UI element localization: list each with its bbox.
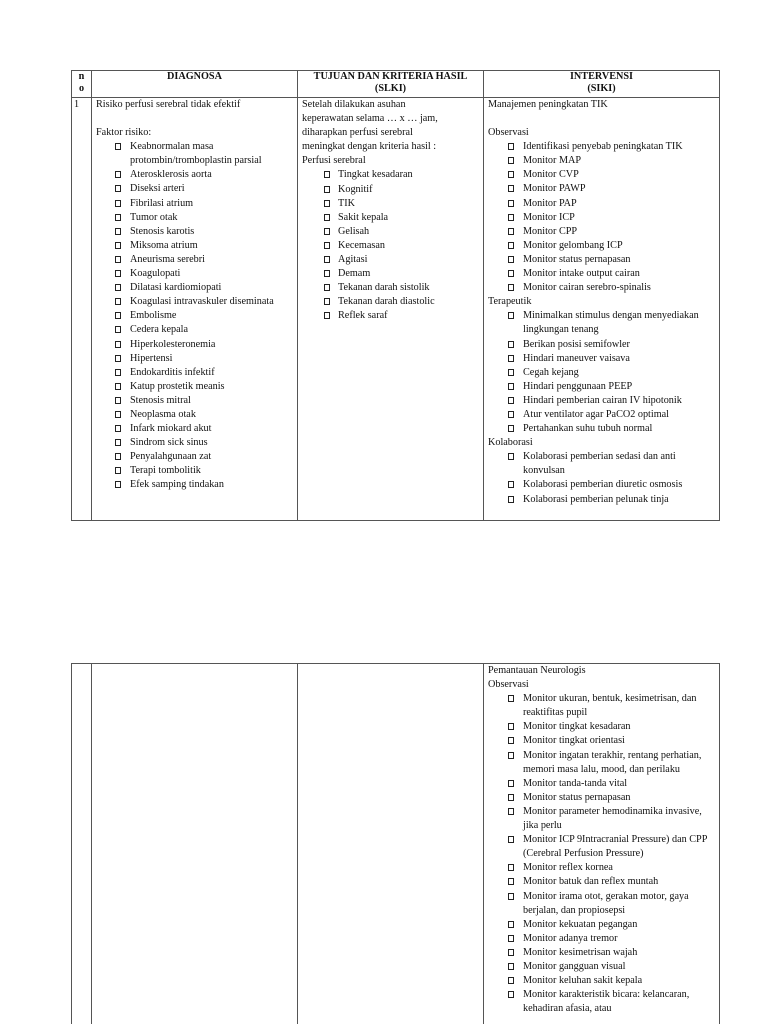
kriteria-hasil-item: Kecemasan [302,239,483,253]
observasi-item: Monitor kekuatan pegangan [488,918,719,932]
tujuan-cell-empty [298,664,484,1024]
observasi-list [488,140,719,295]
header-intervensi [484,71,720,98]
kolaborasi-item: Kolaborasi pemberian diuretic osmosis [488,478,719,492]
kriteria-hasil-item: Tingkat kesadaran [302,168,483,182]
faktor-risiko-item: Efek samping tindakan [96,478,297,492]
observasi-item: Monitor ICP [488,211,719,225]
observasi-item: Monitor kesimetrisan wajah [488,946,719,960]
observasi-item: Monitor ukuran, bentuk, kesimetrisan, dan reaktifitas pupil [488,692,719,720]
pemantauan-title: Pemantauan Neurologis [488,665,586,676]
observasi-item: Monitor tingkat orientasi [488,734,719,748]
faktor-risiko-item: Embolisme [96,309,297,323]
header-intervensi-line1: INTERVENSI [569,71,634,82]
terapeutik-label: Terapeutik [488,296,532,308]
kriteria-hasil-item: TIK [302,197,483,211]
terapeutik-item: Atur ventilator agar PaCO2 optimal [488,408,719,422]
faktor-risiko-item: Infark miokard akut [96,422,297,436]
row-number [72,98,92,521]
faktor-risiko-item: Aterosklerosis aorta [96,168,297,182]
kriteria-hasil-list [302,168,483,323]
faktor-risiko-list [96,140,297,492]
terapeutik-item: Berikan posisi semifowler [488,338,719,352]
observasi-label: Observasi [488,127,529,139]
care-plan-table [71,70,720,521]
observasi-item: Monitor karakteristik bicara: kelancaran, kehadiran afasia, atau [488,988,719,1016]
tujuan-cell [298,98,484,521]
observasi-label: Observasi [488,679,529,691]
header-tujuan-line2: (SLKI) [374,83,407,94]
table-header-row [72,71,720,98]
header-tujuan [298,71,484,98]
diagnosa-cell-empty [92,664,298,1024]
kriteria-hasil-item: Reflek saraf [302,309,483,323]
kriteria-hasil-item: Tekanan darah diastolic [302,295,483,309]
tujuan-intro-line: keperawatan selama … x … jam, [302,113,438,125]
kolaborasi-item: Kolaborasi pemberian pelunak tinja [488,493,719,507]
observasi-item: Monitor CPP [488,225,719,239]
observasi-list [488,692,719,1016]
terapeutik-item: Pertahankan suhu tubuh normal [488,422,719,436]
diagnosa-title: Risiko perfusi serebral tidak efektif [96,99,241,110]
tujuan-intro [302,98,483,154]
observasi-item: Monitor irama otot, gerakan motor, gaya berjalan, dan propiosepsi [488,890,719,918]
observasi-item: Monitor tingkat kesadaran [488,720,719,734]
observasi-item: Monitor status pernapasan [488,791,719,805]
kriteria-hasil-item: Demam [302,267,483,281]
kolaborasi-item: Kolaborasi pemberian sedasi dan anti konvulsan [488,450,719,478]
kolaborasi-label: Kolaborasi [488,437,533,449]
faktor-risiko-item: Miksoma atrium [96,239,297,253]
observasi-item: Monitor ingatan terakhir, rentang perhatian, memori masa lalu, mood, dan perilaku [488,749,719,777]
intervensi-title: Manajemen peningkatan TIK [488,99,608,110]
row-number-text: 1 [74,99,80,110]
terapeutik-item: Hindari pemberian cairan IV hipotonik [488,394,719,408]
faktor-risiko-item: Dilatasi kardiomiopati [96,281,297,295]
faktor-risiko-item: Koagulasi intravaskuler diseminata [96,295,297,309]
observasi-item: Monitor batuk dan reflex muntah [488,875,719,889]
header-diagnosa [92,71,298,98]
kriteria-hasil-item: Gelisah [302,225,483,239]
header-intervensi-line2: (SIKI) [587,83,616,94]
kriteria-hasil-item: Sakit kepala [302,211,483,225]
observasi-item: Monitor keluhan sakit kepala [488,974,719,988]
observasi-item: Monitor PAP [488,197,719,211]
observasi-item: Monitor parameter hemodinamika invasive, jika perlu [488,805,719,833]
faktor-risiko-label: Faktor risiko: [96,127,152,139]
tujuan-intro-line: meningkat dengan kriteria hasil : [302,141,437,153]
terapeutik-item: Cegah kejang [488,366,719,380]
faktor-risiko-item: Hiperkolesteronemia [96,338,297,352]
observasi-item: Monitor PAWP [488,182,719,196]
faktor-risiko-item: Tumor otak [96,211,297,225]
observasi-item: Monitor gelombang ICP [488,239,719,253]
faktor-risiko-item: Koagulopati [96,267,297,281]
header-tujuan-line1: TUJUAN DAN KRITERIA HASIL [313,71,468,82]
terapeutik-item: Hindari maneuver vaisava [488,352,719,366]
intervensi-cell [484,98,720,521]
faktor-risiko-item: Cedera kepala [96,323,297,337]
observasi-item: Identifikasi penyebab peningkatan TIK [488,140,719,154]
observasi-item: Monitor MAP [488,154,719,168]
faktor-risiko-item: Sindrom sick sinus [96,436,297,450]
observasi-item: Monitor reflex kornea [488,861,719,875]
terapeutik-list [488,309,719,436]
observasi-item: Monitor intake output cairan [488,267,719,281]
faktor-risiko-item: Fibrilasi atrium [96,197,297,211]
tujuan-intro-line: diharapkan perfusi serebral [302,127,413,139]
kriteria-hasil-item: Tekanan darah sistolik [302,281,483,295]
observasi-item: Monitor gangguan visual [488,960,719,974]
kriteria-hasil-item: Agitasi [302,253,483,267]
observasi-item: Monitor tanda-tanda vital [488,777,719,791]
faktor-risiko-item: Endokarditis infektif [96,366,297,380]
header-diagnosa-text: DIAGNOSA [167,71,222,82]
observasi-item: Monitor adanya tremor [488,932,719,946]
tujuan-intro-line: Setelah dilakukan asuhan [302,99,406,110]
faktor-risiko-item: Terapi tombolitik [96,464,297,478]
faktor-risiko-item: Katup prostetik meanis [96,380,297,394]
terapeutik-item: Hindari penggunaan PEEP [488,380,719,394]
perfusi-serebral-label: Perfusi serebral [302,155,366,167]
observasi-item: Monitor cairan serebro-spinalis [488,281,719,295]
faktor-risiko-item: Diseksi arteri [96,182,297,196]
faktor-risiko-item: Penyalahgunaan zat [96,450,297,464]
intervensi-cell [484,664,720,1024]
kolaborasi-list [488,450,719,506]
kriteria-hasil-item: Kognitif [302,183,483,197]
faktor-risiko-item: Stenosis mitral [96,394,297,408]
faktor-risiko-item: Hipertensi [96,352,297,366]
faktor-risiko-item: Keabnormalan masa protombin/tromboplastin parsial [96,140,297,168]
row-number-empty [72,664,92,1024]
faktor-risiko-item: Stenosis karotis [96,225,297,239]
diagnosa-cell [92,98,298,521]
terapeutik-item: Minimalkan stimulus dengan menyediakan lingkungan tenang [488,309,719,337]
table-row [72,98,720,521]
faktor-risiko-item: Neoplasma otak [96,408,297,422]
observasi-item: Monitor ICP 9Intracranial Pressure) dan CPP (Cerebral Perfusion Pressure) [488,833,719,861]
faktor-risiko-item: Aneurisma serebri [96,253,297,267]
observasi-item: Monitor status pernapasan [488,253,719,267]
header-no [72,71,92,98]
care-plan-table-continued [71,663,720,1024]
observasi-item: Monitor CVP [488,168,719,182]
table-row [72,664,720,1024]
header-no-text: no [78,71,85,94]
